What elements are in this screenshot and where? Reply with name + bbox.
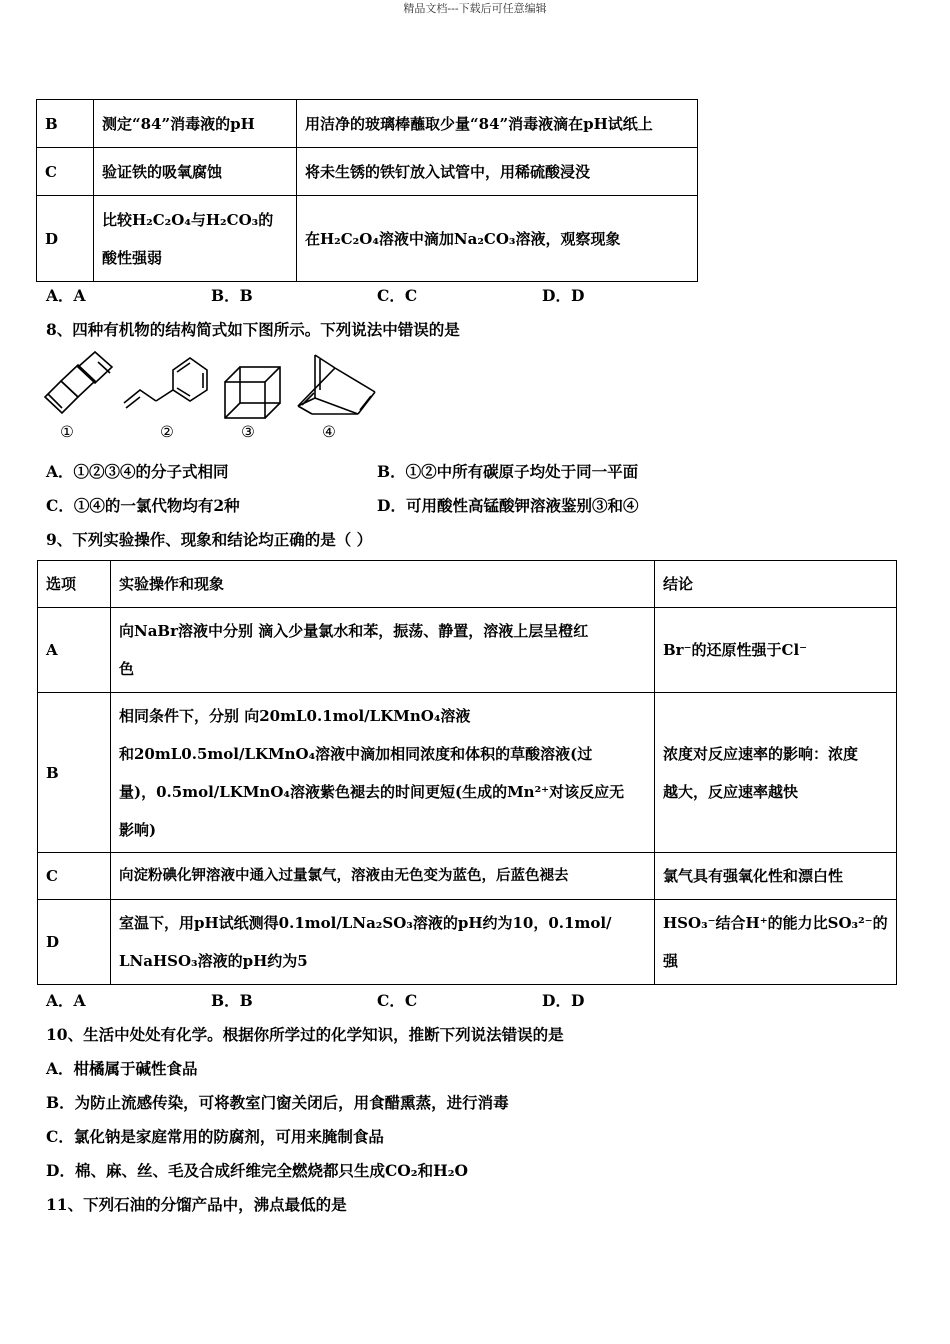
- operation-line: 室温下，用pH试纸测得0.1mol/LNa₂SO₃溶液的pH约为10，0.1mol/: [119, 914, 612, 932]
- q8-option-b: B．①②中所有碳原子均处于同一平面: [377, 462, 639, 481]
- q8-option-a: A．①②③④的分子式相同: [46, 462, 229, 481]
- row-conclusion: [655, 900, 897, 985]
- conclusion-line: 强: [663, 952, 679, 970]
- row-operation: [111, 900, 655, 985]
- q7-option-a: A．A: [46, 286, 86, 305]
- row-method: 在H₂C₂O₄溶液中滴加Na₂CO₃溶液，观察现象: [297, 196, 698, 282]
- q9-option-b: B．B: [211, 991, 253, 1010]
- q10-stem: 10、生活中处处有化学。根据你所学过的化学知识，推断下列说法错误的是: [46, 1025, 564, 1044]
- row-key: C: [37, 148, 94, 196]
- q9-option-d: D．D: [542, 991, 585, 1010]
- row-key: B: [37, 100, 94, 148]
- page-header: 精品文档---下载后可任意编辑: [403, 2, 547, 15]
- structure-label-1: ①: [60, 423, 74, 441]
- operation-line: 相同条件下，分别 向20mL0.1mol/LKMnO₄溶液: [119, 706, 471, 725]
- structure-4: [298, 355, 375, 414]
- q10-option-d: D．棉、麻、丝、毛及合成纤维完全燃烧都只生成CO₂和H₂O: [46, 1161, 469, 1180]
- operation-line: 量)，0.5mol/LKMnO₄溶液紫色褪去的时间更短(生成的Mn²⁺对该反应无: [119, 782, 625, 801]
- q9-option-c: C．C: [377, 991, 418, 1010]
- structure-label-3: ③: [241, 423, 255, 441]
- header-conclusion: 结论: [655, 561, 897, 608]
- operation-line: 和20mL0.5mol/LKMnO₄溶液中滴加相同浓度和体积的草酸溶液(过: [119, 744, 593, 763]
- operation-line: 影响): [119, 820, 157, 839]
- row-operation: [111, 608, 655, 693]
- q10-option-b: B．为防止流感传染，可将教室门窗关闭后，用食醋熏蒸，进行消毒: [46, 1093, 509, 1112]
- row-method: 将未生锈的铁钉放入试管中，用稀硫酸浸没: [297, 148, 698, 196]
- row-conclusion: Br⁻的还原性强于Cl⁻: [655, 608, 897, 693]
- row-conclusion: 氯气具有强氧化性和漂白性: [655, 853, 897, 900]
- q7-option-d: D．D: [542, 286, 585, 305]
- q7-option-c: C．C: [377, 286, 418, 305]
- conclusion-line: 浓度对反应速率的影响：浓度: [663, 744, 859, 763]
- row-purpose: 测定“84”消毒液的pH: [94, 100, 297, 148]
- structure-2: [124, 358, 207, 408]
- q8-option-d: D．可用酸性高锰酸钾溶液鉴别③和④: [377, 496, 639, 515]
- purpose-line: 比较H₂C₂O₄与H₂CO₃的: [102, 210, 274, 229]
- operation-line: 向NaBr溶液中分别 滴入少量氯水和苯，振荡、静置，溶液上层呈橙红: [119, 622, 589, 640]
- q10-option-a: A．柑橘属于碱性食品: [46, 1059, 198, 1078]
- row-key: C: [38, 853, 111, 900]
- experiment-table-2: [37, 560, 897, 985]
- row-conclusion: [655, 693, 897, 853]
- row-purpose: [94, 196, 297, 282]
- q9-stem: 9、下列实验操作、现象和结论均正确的是（ ）: [46, 530, 373, 549]
- structure-label-4: ④: [322, 423, 336, 441]
- experiment-table-1: [36, 99, 698, 282]
- purpose-line: 酸性强弱: [102, 248, 163, 267]
- conclusion-line: 越大，反应速率越快: [663, 782, 799, 801]
- row-operation: [111, 693, 655, 853]
- operation-line: 色: [119, 660, 135, 678]
- q8-stem: 8、四种有机物的结构简式如下图所示。下列说法中错误的是: [46, 320, 460, 339]
- structure-diagrams: [40, 350, 390, 445]
- structure-1: [45, 352, 112, 413]
- row-operation: 向淀粉碘化钾溶液中通入过量氯气，溶液由无色变为蓝色，后蓝色褪去: [111, 853, 655, 900]
- row-key: D: [37, 196, 94, 282]
- header-operation: 实验操作和现象: [111, 561, 655, 608]
- q9-option-a: A．A: [46, 991, 86, 1010]
- q7-option-b: B．B: [211, 286, 253, 305]
- row-method: 用洁净的玻璃棒蘸取少量“84”消毒液滴在pH试纸上: [297, 100, 698, 148]
- row-key: B: [38, 693, 111, 853]
- conclusion-line: HSO₃⁻结合H⁺的能力比SO₃²⁻的: [663, 914, 888, 932]
- row-purpose: 验证铁的吸氧腐蚀: [94, 148, 297, 196]
- q11-stem: 11、下列石油的分馏产品中，沸点最低的是: [46, 1195, 347, 1214]
- q8-option-c: C．①④的一氯代物均有2种: [46, 496, 240, 515]
- row-key: D: [38, 900, 111, 985]
- header-option: 选项: [38, 561, 111, 608]
- q10-option-c: C．氯化钠是家庭常用的防腐剂，可用来腌制食品: [46, 1127, 384, 1146]
- structure-3: [225, 367, 280, 418]
- structure-label-2: ②: [160, 423, 174, 441]
- row-key: A: [38, 608, 111, 693]
- operation-line: LNaHSO₃溶液的pH约为5: [119, 952, 308, 970]
